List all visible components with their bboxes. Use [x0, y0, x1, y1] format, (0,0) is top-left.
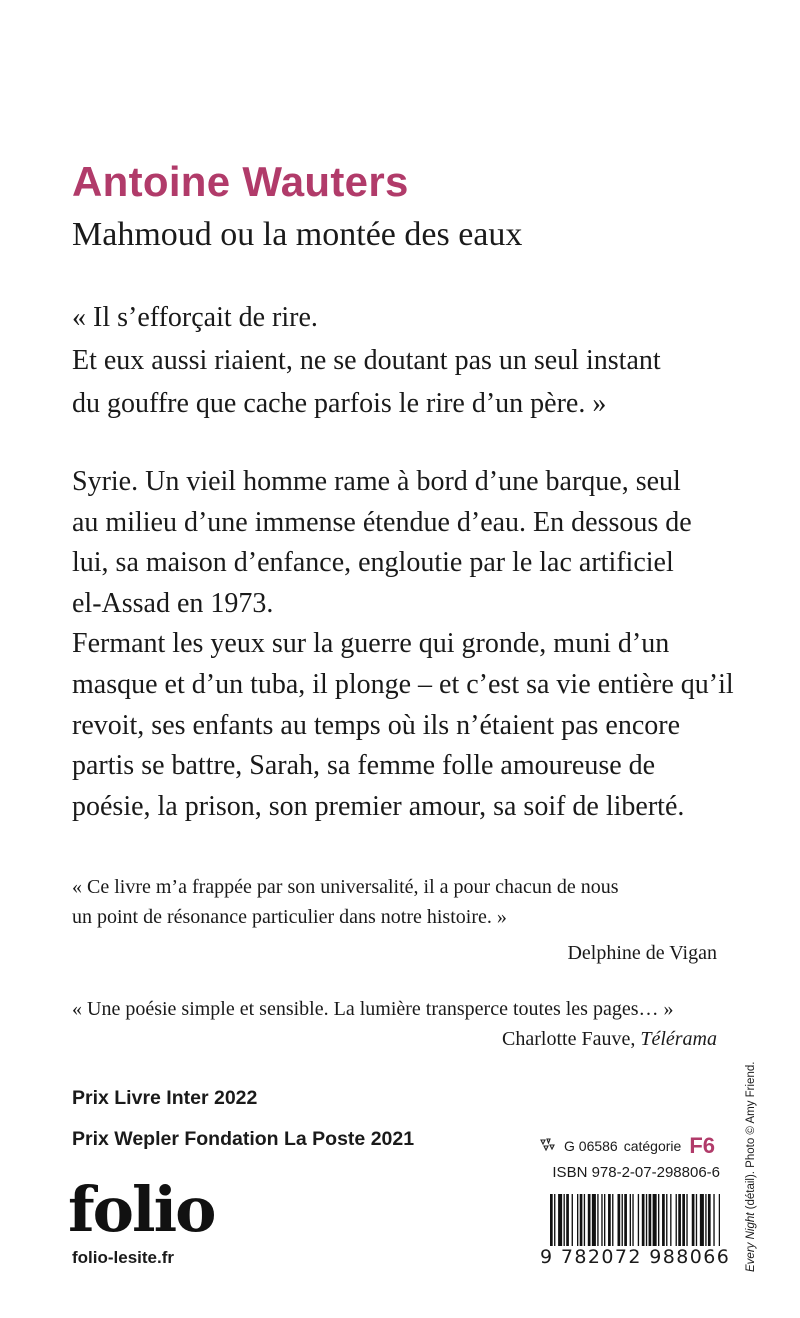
barcode-bar: [713, 1194, 714, 1246]
summary-line: el-Assad en 1973.: [72, 587, 274, 619]
summary-line: au milieu d’une immense étendue d’eau. En dessous de: [72, 506, 692, 538]
barcode: [550, 1194, 720, 1246]
book-title: Mahmoud ou la montée des eaux: [72, 216, 523, 253]
category-value: F6: [689, 1133, 715, 1158]
barcode-bar: [658, 1194, 659, 1246]
barcode-bar: [601, 1194, 602, 1246]
review-line: « Ce livre m’a frappée par son universalité, il a pour chacun de nous: [72, 876, 619, 898]
barcode-bar: [558, 1194, 562, 1246]
summary-line: lui, sa maison d’enfance, engloutie par le lac artificiel: [72, 547, 674, 579]
summary-line: partis se battre, Sarah, sa femme folle amoureuse de: [72, 750, 656, 782]
photo-credit: [744, 1012, 758, 1272]
barcode-bar: [649, 1194, 652, 1246]
review-line: un point de résonance particulier dans notre histoire. »: [72, 906, 507, 928]
barcode-bar: [646, 1194, 647, 1246]
barcode-bar: [608, 1194, 611, 1246]
barcode-bar: [696, 1194, 697, 1246]
barcode-bar: [678, 1194, 681, 1246]
summary-line: masque et d’un tuba, il plonge – et c’est sa vie entière qu’il: [72, 668, 734, 700]
review-telerama: [72, 994, 722, 1054]
review-vigan: [72, 872, 722, 968]
book-summary: [72, 462, 734, 827]
quote-line: « Il s’efforçait de rire.: [72, 302, 318, 333]
review-line: « Une poésie simple et sensible. La lumière transperce toutes les pages… »: [72, 998, 674, 1020]
barcode-bar: [622, 1194, 623, 1246]
opening-quote: [72, 296, 732, 425]
barcode-bar: [612, 1194, 613, 1246]
catalog-code: G 06586: [564, 1138, 618, 1154]
barcode-bar: [708, 1194, 711, 1246]
barcode-bar: [550, 1194, 553, 1246]
barcode-bar: [592, 1194, 596, 1246]
summary-line: poésie, la prison, son premier amour, sa soif de liberté.: [72, 790, 685, 822]
isbn: ISBN 978-2-07-298806-6: [552, 1164, 720, 1181]
barcode-bar: [584, 1194, 585, 1246]
barcode-bar: [686, 1194, 687, 1246]
credit-work: Every Night: [745, 1212, 757, 1272]
barcode-bar: [705, 1194, 706, 1246]
barcode-bar: [653, 1194, 657, 1246]
attribution-name: Charlotte Fauve,: [502, 1028, 641, 1050]
barcode-bar: [692, 1194, 695, 1246]
barcode-bar: [572, 1194, 573, 1246]
barcode-bar: [564, 1194, 565, 1246]
barcode-bar: [618, 1194, 621, 1246]
summary-line: revoit, ses enfants au temps où ils n’étaient pas encore: [72, 709, 681, 741]
barcode-bar: [662, 1194, 665, 1246]
review-attribution: [72, 1024, 717, 1054]
barcode-bar: [642, 1194, 645, 1246]
barcode-bar: [700, 1194, 704, 1246]
barcode-bar: [630, 1194, 631, 1246]
quote-line: du gouffre que cache parfois le rire d’un père. »: [72, 388, 607, 419]
category-label: catégorie: [623, 1138, 682, 1154]
barcode-bar: [597, 1194, 598, 1246]
barcode-bar: [566, 1194, 569, 1246]
summary-line: Fermant les yeux sur la guerre qui gronde, muni d’un: [72, 628, 670, 660]
barcode-bar: [580, 1194, 583, 1246]
barcode-bar: [624, 1194, 627, 1246]
barcode-bar: [632, 1194, 633, 1246]
barcode-bar: [682, 1194, 685, 1246]
prize-livre-inter: Prix Livre Inter 2022: [72, 1087, 258, 1109]
barcode-bar: [588, 1194, 591, 1246]
ean-digits: 9 782072 988066: [540, 1246, 731, 1268]
publisher-website[interactable]: folio-lesite.fr: [72, 1248, 175, 1267]
author-name: Antoine Wauters: [72, 158, 409, 205]
barcode-bar: [604, 1194, 605, 1246]
review-attribution: Delphine de Vigan: [567, 942, 717, 964]
folio-logo: folio: [68, 1173, 215, 1246]
credit-rest: (détail). Photo © Amy Friend.: [745, 1061, 757, 1213]
catalog-code-line: [538, 1134, 720, 1158]
barcode-bar: [719, 1194, 720, 1246]
prize-wepler: Prix Wepler Fondation La Poste 2021: [72, 1128, 415, 1150]
barcode-bar: [577, 1194, 578, 1246]
barcode-bar: [676, 1194, 677, 1246]
barcode-bar: [670, 1194, 671, 1246]
barcode-bar: [666, 1194, 667, 1246]
summary-line: Syrie. Un vieil homme rame à bord d’une barque, seul: [72, 466, 681, 497]
quote-line: Et eux aussi riaient, ne se doutant pas un seul instant: [72, 345, 661, 376]
barcode-bar: [638, 1194, 639, 1246]
folio-mark-icon: [538, 1138, 558, 1154]
attribution-source: Télérama: [640, 1028, 717, 1050]
barcode-bar: [554, 1194, 555, 1246]
